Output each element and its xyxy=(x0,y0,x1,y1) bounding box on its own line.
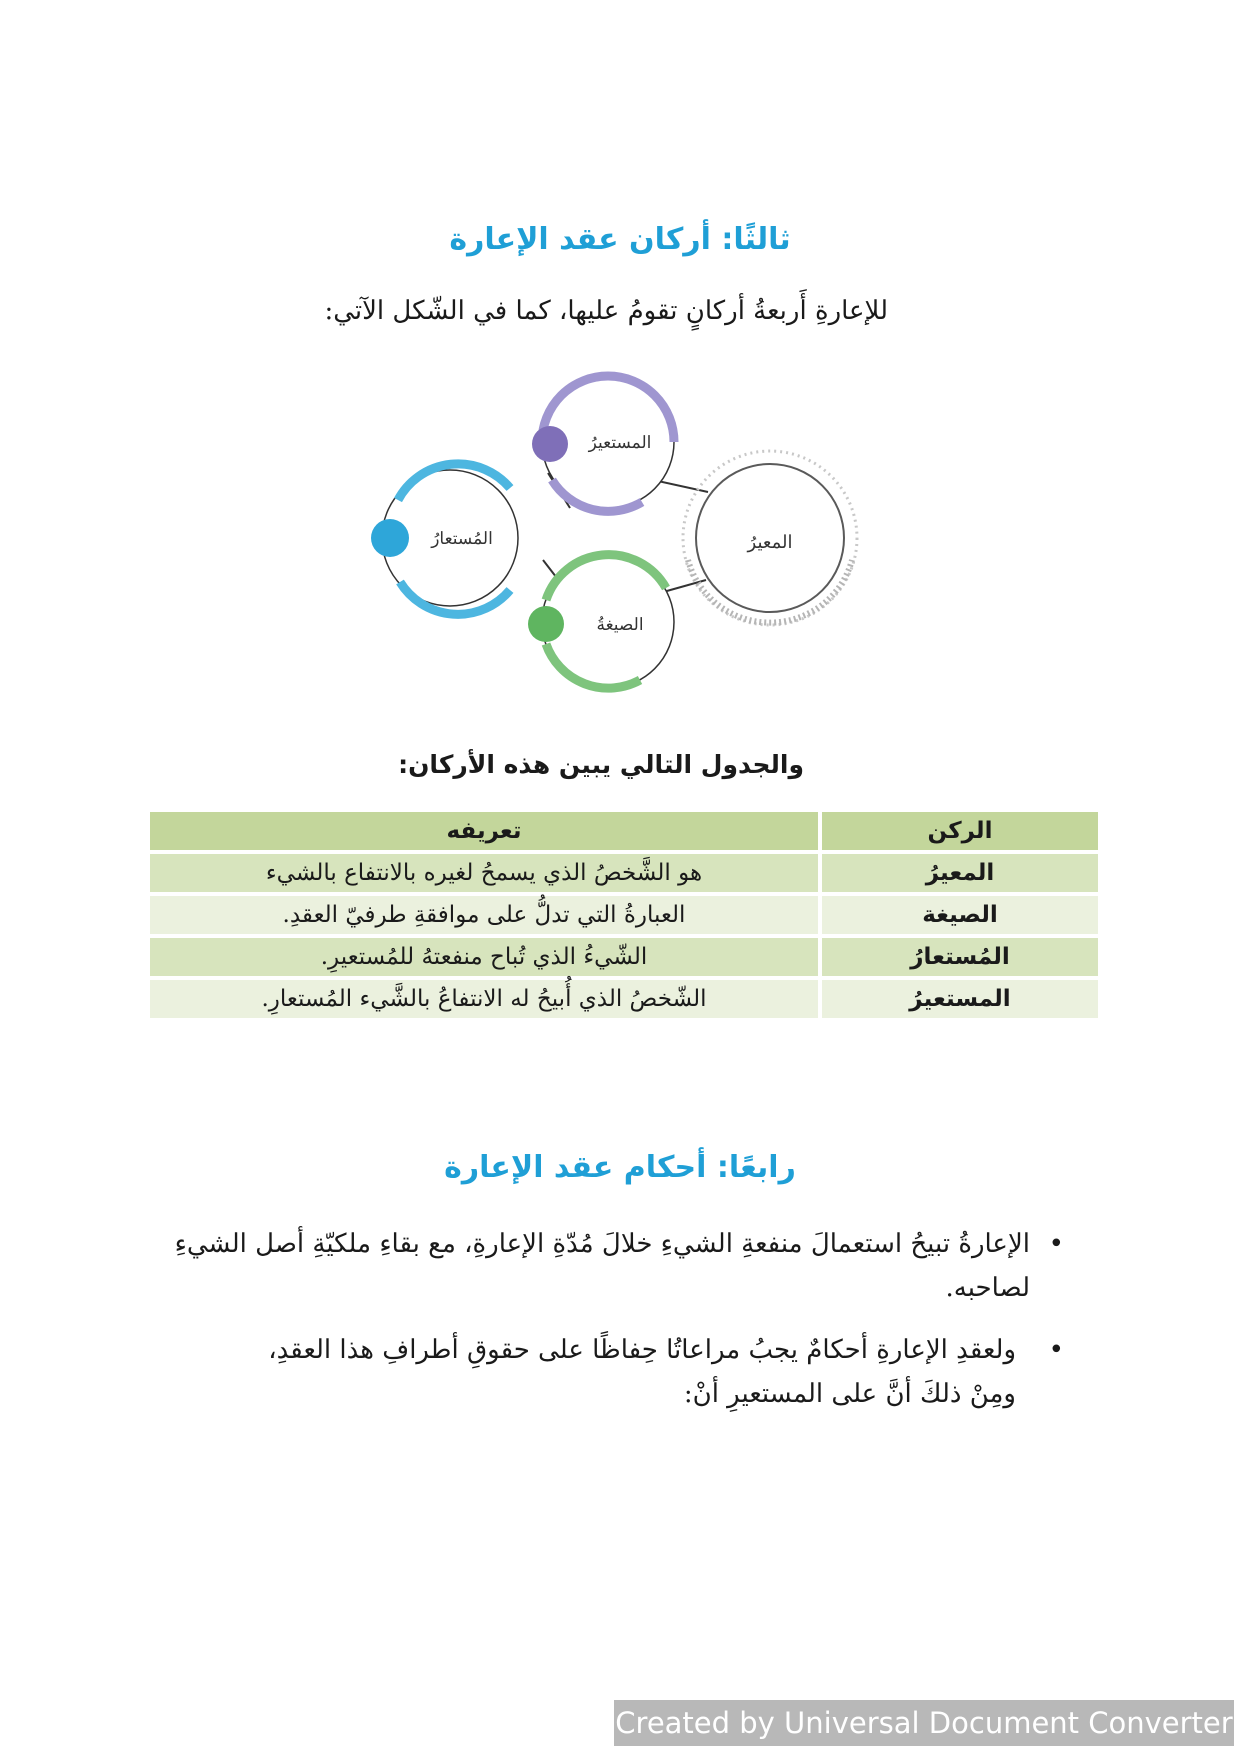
pillars-diagram xyxy=(370,360,880,720)
bullet-text: ولعقدِ الإعارةِ أحكامٌ يجبُ مراعاتُا حِفاظًا على حقوقِ أطرافِ هذا العقدِ، ومِنْ ذلكَ أنَّ على المستعيرِ أنْ: xyxy=(268,1335,1016,1409)
node-borrower-label: المستعيرُ xyxy=(588,433,652,453)
table-header-row xyxy=(150,812,1098,850)
node-borrower xyxy=(532,376,674,511)
table-row xyxy=(150,854,1098,892)
bullet-icon: • xyxy=(1048,1229,1064,1259)
cell-definition: العبارةُ التي تدلُّ على موافقةِ طرفيّ العقدِ. xyxy=(150,896,818,934)
node-formula-label: الصيغةُ xyxy=(596,615,644,635)
cell-definition: هو الشَّخصُ الذي يسمحُ لغيره بالانتفاع بالشيء xyxy=(150,854,818,892)
node-borrowed-item xyxy=(371,464,518,614)
bullet-text: الإعارةُ تبيحُ استعمالَ منفعةِ الشيءِ خلالَ مُدّةِ الإعارةِ، مع بقاءِ ملكيّةِ أصل الشيءِ لصاحبه. xyxy=(174,1229,1030,1303)
cell-definition: الشّخصُ الذي أُبيحُ له الانتفاعُ بالشَّيء المُستعارِ. xyxy=(150,980,818,1018)
node-lender-label: المعيرُ xyxy=(747,532,793,553)
cell-pillar: المعيرُ xyxy=(818,854,1098,892)
section-title-rulings: رابعًا: أحكام عقد الإعارة xyxy=(444,1150,796,1185)
intro-text: للإعارةِ أَربعةُ أركانٍ تقومُ عليها، كما في الشّكل الآتي: xyxy=(324,296,888,326)
rulings-list xyxy=(160,1222,1080,1434)
section-title-pillars: ثالثًا: أركان عقد الإعارة xyxy=(449,222,791,257)
header-pillar: الركن xyxy=(818,812,1098,850)
node-borrowed-item-label: المُستعارُ xyxy=(431,529,493,549)
pillars-table xyxy=(150,808,1098,1022)
converter-watermark: Created by Universal Document Converter xyxy=(614,1700,1234,1746)
cell-definition: الشّيءُ الذي تُباح منفعتهُ للمُستعيرِ. xyxy=(150,938,818,976)
node-formula xyxy=(528,555,674,688)
table-caption: والجدول التالي يبين هذه الأركان: xyxy=(398,750,804,779)
list-item xyxy=(216,1328,1080,1416)
table-row xyxy=(150,980,1098,1018)
cell-pillar: المُستعارُ xyxy=(818,938,1098,976)
list-item xyxy=(160,1222,1080,1310)
node-lender xyxy=(683,451,857,625)
cell-pillar: المستعيرُ xyxy=(818,980,1098,1018)
table-row xyxy=(150,896,1098,934)
header-definition: تعريفه xyxy=(150,812,818,850)
table-row xyxy=(150,938,1098,976)
cell-pillar: الصيغة xyxy=(818,896,1098,934)
bullet-icon: • xyxy=(1048,1335,1064,1365)
